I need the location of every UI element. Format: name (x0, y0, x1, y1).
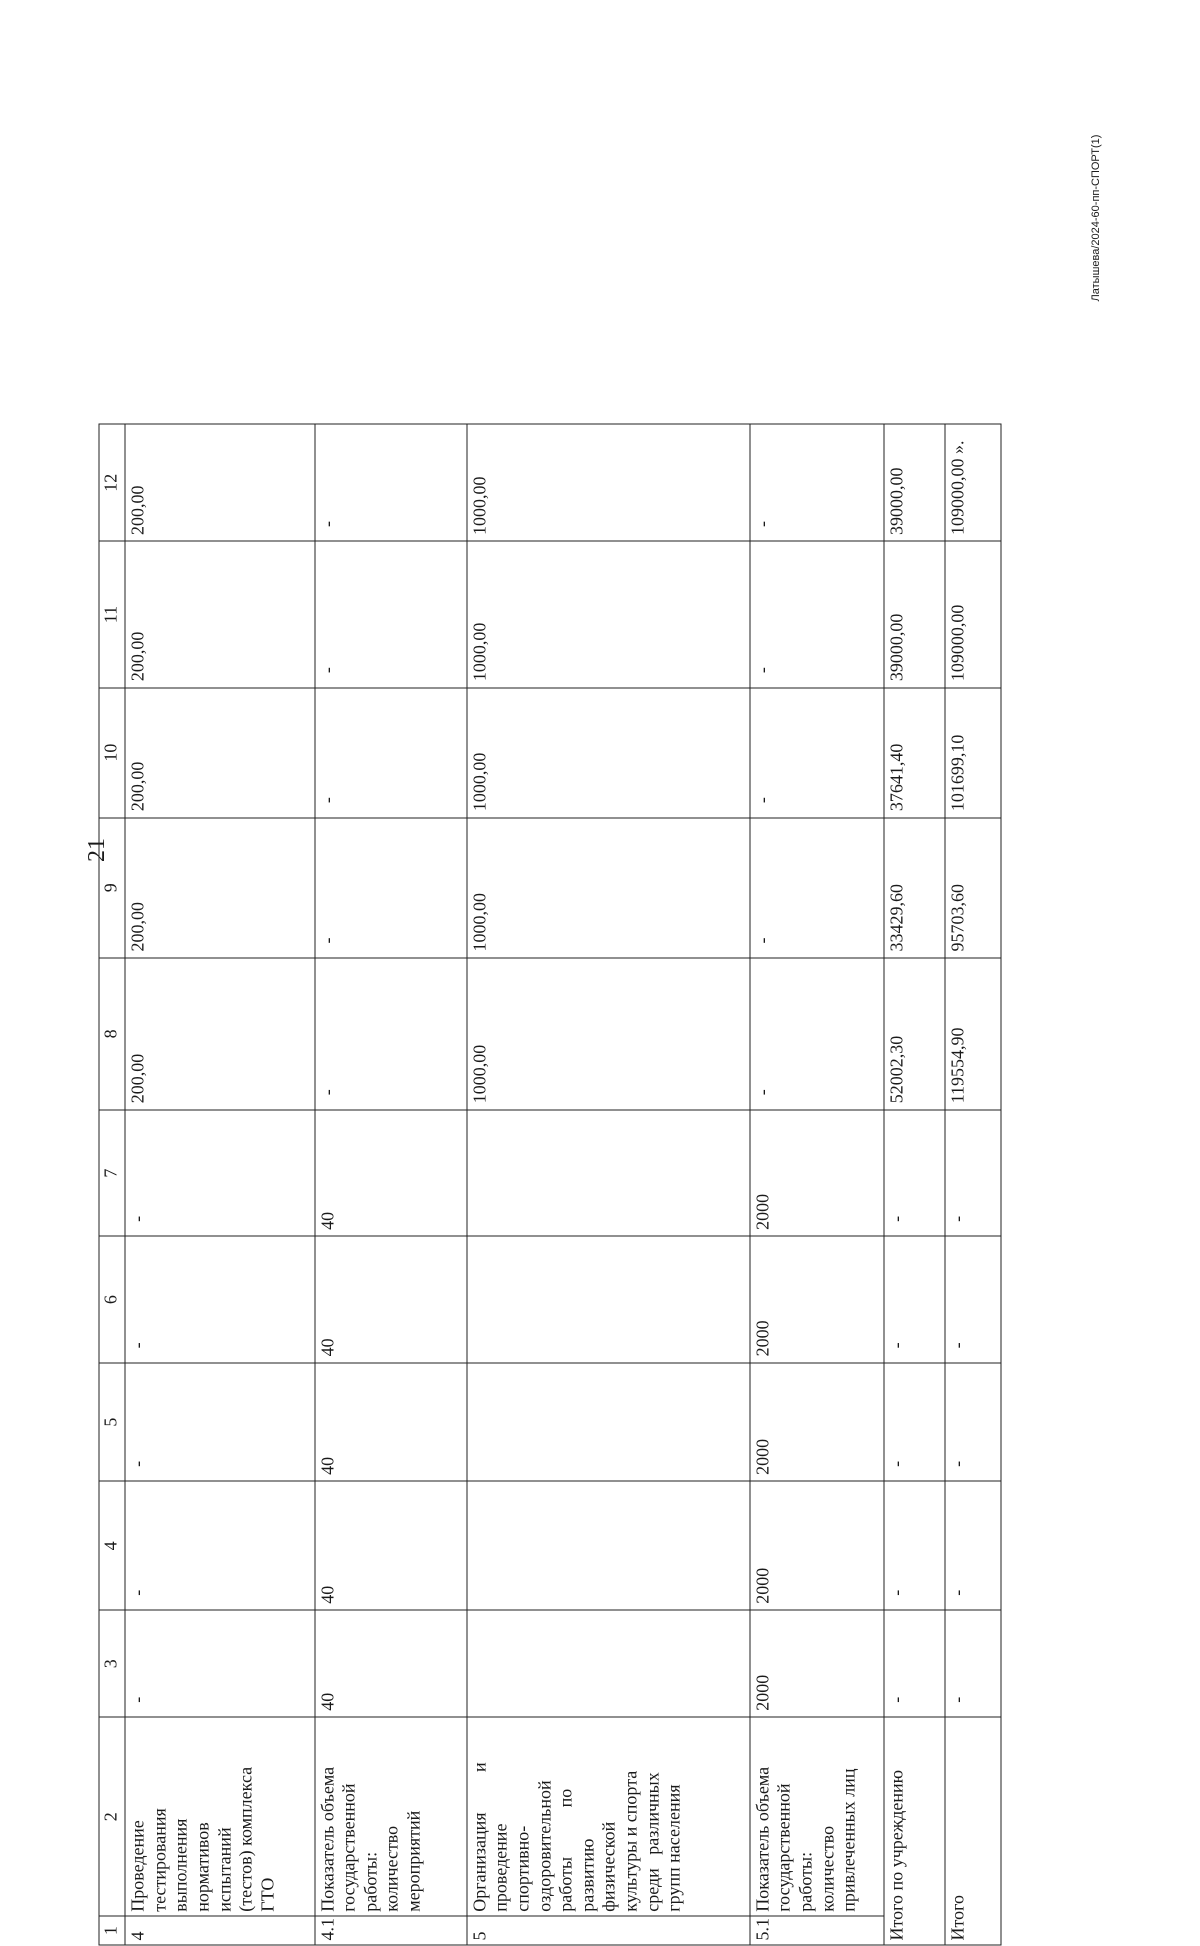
row-index: 5 (467, 1916, 750, 1945)
table-cell: 40 (315, 1236, 467, 1363)
table-header-row (99, 424, 125, 1945)
table-cell: - (750, 424, 884, 541)
table-cell: 2000 (750, 1110, 884, 1237)
table-cell: 52002,30 (884, 958, 945, 1110)
table-cell: - (750, 818, 884, 958)
table-cell: - (884, 1110, 945, 1237)
table-cell (467, 1610, 750, 1717)
row-index: 4.1 (315, 1916, 467, 1945)
table-cell: - (945, 1363, 1001, 1482)
table-cell: - (125, 1236, 314, 1363)
table-cell: - (125, 1481, 314, 1610)
table-cell: 109000,00 ». (945, 424, 1001, 541)
table-cell: - (315, 424, 467, 541)
column-number: 8 (99, 958, 125, 1110)
table-cell: 109000,00 (945, 541, 1001, 687)
table-row (467, 424, 750, 1945)
table-cell: 1000,00 (467, 958, 750, 1110)
table-row (315, 424, 467, 1945)
row-description: Показатель объема государственной работы: количество мероприятий (315, 1717, 467, 1916)
table-cell: - (884, 1610, 945, 1717)
table-cell: - (884, 1481, 945, 1610)
table-cell: 39000,00 (884, 424, 945, 541)
table-row (125, 424, 314, 1945)
table-cell: 1000,00 (467, 688, 750, 818)
table-cell: 37641,40 (884, 688, 945, 818)
total-label: Итого по учреждению (884, 1717, 945, 1945)
table-cell: 200,00 (125, 424, 314, 541)
row-description: Показатель объема государственной работы: количество привлеченных лиц (750, 1717, 884, 1916)
page-number: 21 (84, 838, 110, 862)
column-number: 10 (99, 688, 125, 818)
table-cell: 2000 (750, 1610, 884, 1717)
table-cell: 200,00 (125, 541, 314, 687)
table-cell: 39000,00 (884, 541, 945, 687)
row-description: Проведение тестирования выполнения нормативов испытаний (тестов) комплекса ГТО (125, 1717, 314, 1916)
table-row (750, 424, 884, 1945)
column-number: 11 (99, 541, 125, 687)
table-cell: - (125, 1110, 314, 1237)
table-cell: - (315, 688, 467, 818)
table-cell: 200,00 (125, 688, 314, 818)
table-cell: - (945, 1236, 1001, 1363)
total-label: Итого (945, 1717, 1001, 1945)
column-number: 2 (99, 1717, 125, 1916)
column-number: 6 (99, 1236, 125, 1363)
row-index: 5.1 (750, 1916, 884, 1945)
column-number: 7 (99, 1110, 125, 1237)
table-cell: - (750, 541, 884, 687)
table-cell: 200,00 (125, 958, 314, 1110)
table-cell: - (750, 688, 884, 818)
rotated-table-sheet (99, 424, 1002, 1946)
table-cell: 33429,60 (884, 818, 945, 958)
column-number: 5 (99, 1363, 125, 1482)
table-cell (467, 1363, 750, 1482)
table-cell: 119554,90 (945, 958, 1001, 1110)
table-cell: - (945, 1481, 1001, 1610)
table-cell (467, 1110, 750, 1237)
table-cell: 1000,00 (467, 541, 750, 687)
column-number: 9 (99, 818, 125, 958)
column-number: 1 (99, 1916, 125, 1945)
table-cell: - (750, 958, 884, 1110)
column-number: 4 (99, 1481, 125, 1610)
row-index: 4 (125, 1916, 314, 1945)
column-number: 3 (99, 1610, 125, 1717)
table-cell: - (945, 1610, 1001, 1717)
document-code: Латышева/2024-60-пп-СПОРТ(1) (1090, 134, 1102, 302)
table-cell: - (884, 1236, 945, 1363)
table-cell: - (945, 1110, 1001, 1237)
table-cell: 101699,10 (945, 688, 1001, 818)
table-cell: 40 (315, 1610, 467, 1717)
table-cell: 2000 (750, 1481, 884, 1610)
table-cell: - (125, 1610, 314, 1717)
total-row (945, 424, 1001, 1945)
table-cell: 2000 (750, 1363, 884, 1482)
table-cell: 40 (315, 1110, 467, 1237)
table-cell: 95703,60 (945, 818, 1001, 958)
table-cell: 1000,00 (467, 424, 750, 541)
table-cell: - (884, 1363, 945, 1482)
table-cell (467, 1481, 750, 1610)
column-number: 12 (99, 424, 125, 541)
table-cell: 40 (315, 1363, 467, 1482)
table-cell: 2000 (750, 1236, 884, 1363)
table-cell: 40 (315, 1481, 467, 1610)
table-cell: - (125, 1363, 314, 1482)
row-description: Организация и проведение спортивно- оздоровительной работы по развитию физической культуры и спорта среди различных групп населения (467, 1717, 750, 1916)
total-row (884, 424, 945, 1945)
table-cell: - (315, 818, 467, 958)
table-cell: - (315, 958, 467, 1110)
budget-table (99, 424, 1002, 1946)
table-cell (467, 1236, 750, 1363)
table-cell: 200,00 (125, 818, 314, 958)
table-cell: - (315, 541, 467, 687)
table-cell: 1000,00 (467, 818, 750, 958)
